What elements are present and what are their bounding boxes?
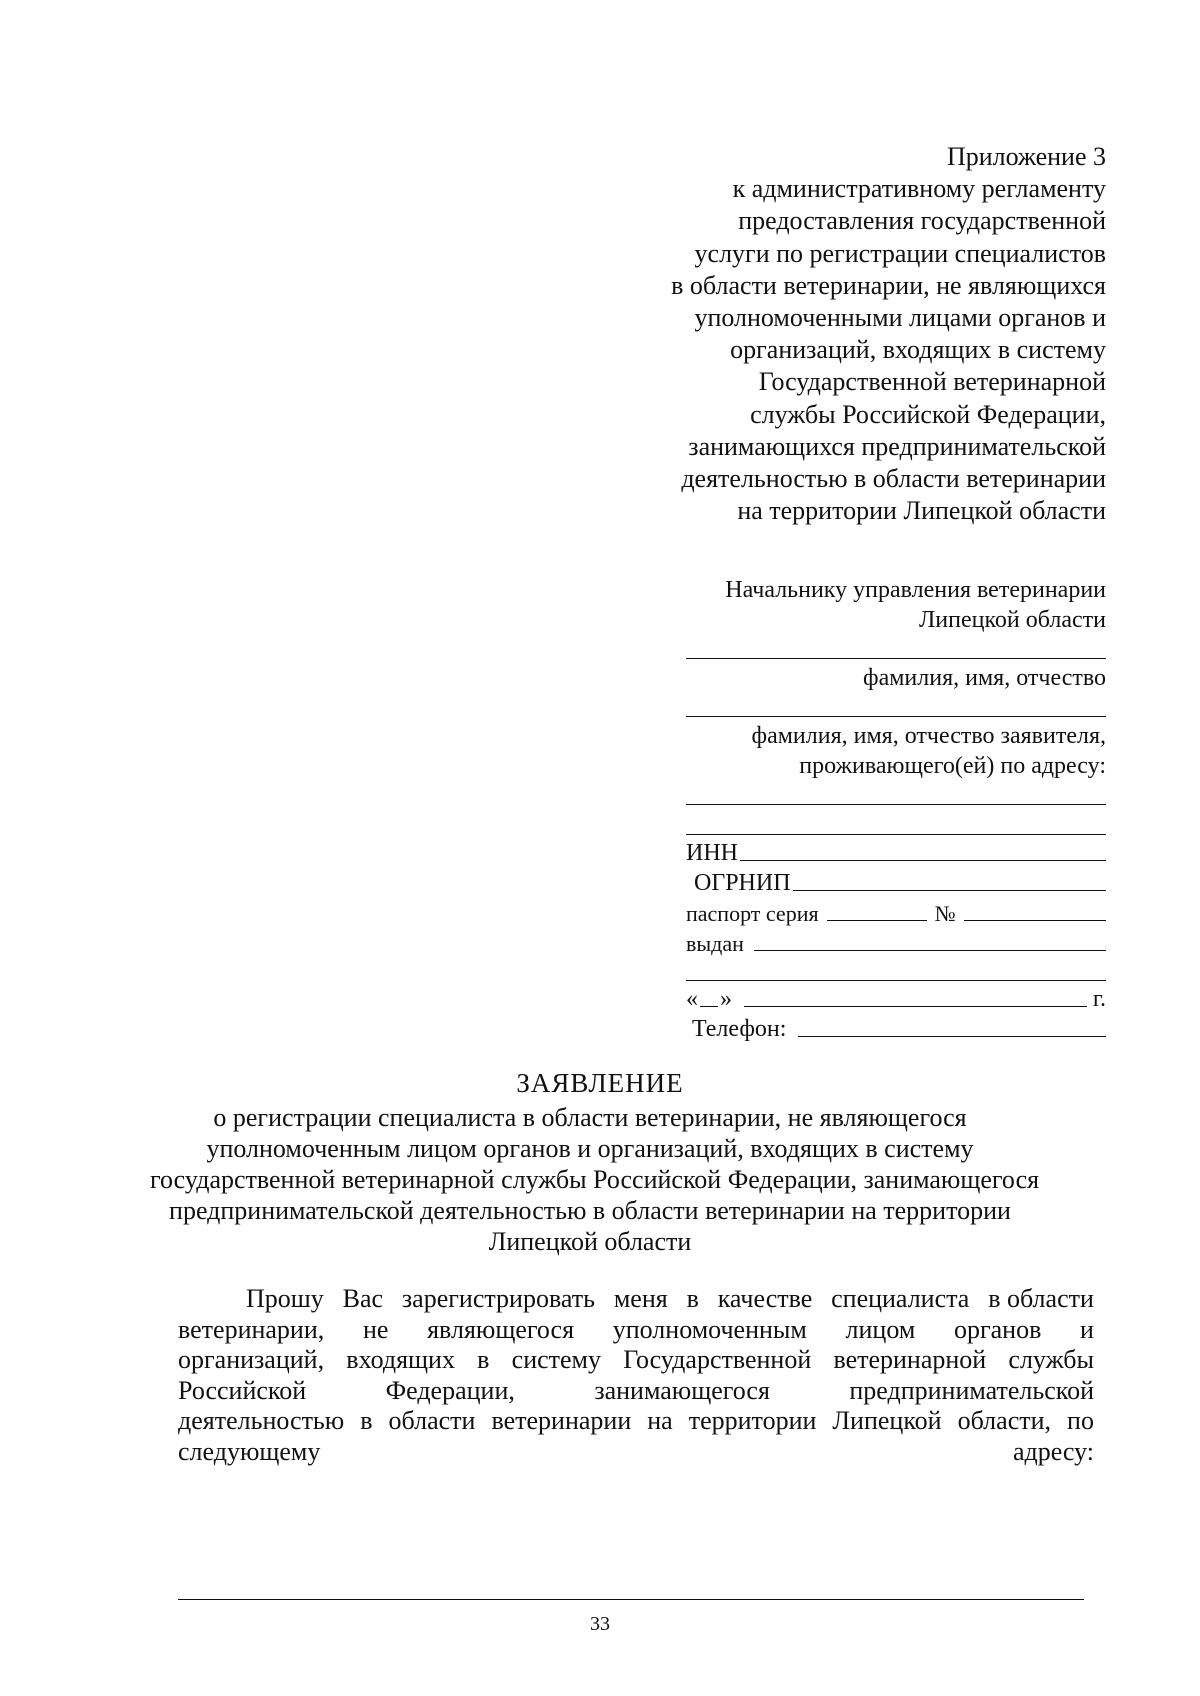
- word: ветеринарной: [833, 1345, 987, 1375]
- passport-series-line[interactable]: [827, 919, 927, 921]
- word: организаций,: [178, 1345, 325, 1375]
- phone-input-line[interactable]: [798, 1035, 1106, 1037]
- day-line[interactable]: [700, 1005, 718, 1007]
- word: области,: [957, 1406, 1052, 1436]
- appendix-line: занимающихся предпринимательской: [688, 431, 1106, 461]
- address-line-2[interactable]: [686, 833, 1106, 835]
- word: в области: [988, 1284, 1094, 1313]
- addressee-line: Начальнику управления ветеринарии: [725, 577, 1106, 603]
- paragraph-line: [178, 1376, 1094, 1407]
- word: зарегистрировать: [401, 1284, 595, 1313]
- word: уполномоченным: [612, 1314, 807, 1344]
- paragraph-line: [178, 1406, 1094, 1437]
- subtitle-line: о регистрации специалиста в области ветеринарии, не являющегося: [213, 1103, 967, 1132]
- appendix-line: к административному регламенту: [732, 174, 1106, 204]
- appendix-line: службы Российской Федерации,: [750, 399, 1106, 429]
- subtitle-line: уполномоченным лицом органов и организаций, входящих в систему: [206, 1134, 974, 1163]
- word: занимающегося: [594, 1375, 770, 1405]
- page-number: 33: [590, 1613, 610, 1635]
- appendix-line: деятельностью в области ветеринарии: [681, 464, 1106, 494]
- word: входящих: [346, 1345, 455, 1375]
- word: в: [360, 1406, 373, 1436]
- phone-label: Телефон:: [692, 1016, 787, 1042]
- addressee-line: Липецкой области: [919, 607, 1106, 633]
- issued-input-line[interactable]: [754, 949, 1106, 951]
- subtitle-line: Липецкой области: [488, 1227, 692, 1256]
- subtitle-line: государственной ветеринарной службы Российской Федерации, занимающегося: [150, 1165, 1040, 1194]
- address-caption: проживающего(ей) по адресу:: [799, 753, 1106, 779]
- word: специалиста: [831, 1284, 970, 1313]
- word: адресу:: [1012, 1436, 1094, 1466]
- word: качестве: [717, 1284, 813, 1313]
- word: деятельностью: [178, 1406, 345, 1436]
- word: предпринимательской: [849, 1375, 1094, 1405]
- document-subtitle: [150, 1102, 1040, 1257]
- paragraph-line: [178, 1437, 1094, 1468]
- subtitle-line: предпринимательской деятельностью в области ветеринарии на территории: [169, 1196, 1011, 1225]
- word: Государственной: [623, 1345, 812, 1375]
- fio-recipient-line[interactable]: [686, 657, 1106, 659]
- address-input-line[interactable]: [178, 1599, 1084, 1600]
- word: по: [1067, 1406, 1094, 1436]
- application-paragraph: [178, 1284, 1094, 1468]
- ogrnip-label: ОГРНИП: [694, 870, 791, 896]
- passport-series-label: паспорт серия: [686, 901, 819, 926]
- appendix-line: в области ветеринарии, не являющихся: [671, 270, 1106, 300]
- passport-field[interactable]: [686, 897, 1106, 927]
- appendix-header: [671, 141, 1106, 527]
- word: области: [388, 1406, 476, 1436]
- word: на: [647, 1406, 673, 1436]
- word: органов: [953, 1314, 1042, 1344]
- date-close-quote: »: [720, 986, 732, 1012]
- paragraph-line: [178, 1315, 1094, 1346]
- fio-applicant-line[interactable]: [686, 715, 1106, 717]
- appendix-line: уполномоченными лицами органов и: [694, 303, 1106, 333]
- appendix-line: услуги по регистрации специалистов: [694, 238, 1106, 268]
- month-year-line[interactable]: [744, 1005, 1087, 1007]
- appendix-line: организаций, входящих в систему: [730, 335, 1106, 365]
- word: систему: [511, 1345, 602, 1375]
- passport-number-line[interactable]: [964, 919, 1106, 921]
- ogrnip-field[interactable]: [686, 867, 1106, 897]
- paragraph-line: [178, 1345, 1094, 1376]
- word: службы: [1008, 1345, 1094, 1375]
- word: меня: [613, 1284, 668, 1313]
- appendix-line: Государственной ветеринарной: [758, 367, 1106, 397]
- appendix-line: на территории Липецкой области: [737, 496, 1106, 526]
- word: ветеринарии: [491, 1406, 632, 1436]
- word: следующему: [178, 1436, 321, 1466]
- document-title: ЗАЯВЛЕНИЕ: [516, 1068, 684, 1098]
- date-open-quote: «: [686, 986, 698, 1012]
- inn-label: ИНН: [686, 840, 738, 866]
- word: в: [686, 1284, 699, 1313]
- appendix-line: Приложение 3: [946, 142, 1106, 171]
- word: Федерации,: [385, 1375, 515, 1405]
- word: не: [362, 1314, 389, 1344]
- issued-field[interactable]: [686, 927, 1106, 957]
- fio-caption: фамилия, имя, отчество: [863, 665, 1106, 691]
- phone-field[interactable]: [686, 1013, 1106, 1043]
- word: в: [477, 1345, 490, 1375]
- word: и: [1080, 1314, 1094, 1344]
- date-field[interactable]: [686, 985, 1106, 1013]
- appendix-line: предоставления государственной: [738, 206, 1106, 236]
- word: лицом: [845, 1314, 916, 1344]
- word: Вас: [342, 1284, 384, 1313]
- address-line-1[interactable]: [686, 803, 1106, 805]
- ogrnip-input-line[interactable]: [793, 889, 1106, 891]
- year-suffix: г.: [1092, 986, 1106, 1012]
- issued-line-2[interactable]: [686, 979, 1106, 981]
- issued-label: выдан: [686, 931, 744, 956]
- inn-field[interactable]: [686, 839, 1106, 867]
- word: являющегося: [427, 1314, 575, 1344]
- inn-input-line[interactable]: [740, 859, 1106, 861]
- addressee-block: [686, 575, 1106, 1043]
- word: Липецкой: [832, 1406, 942, 1436]
- word: территории: [688, 1406, 817, 1436]
- passport-number-sign: №: [934, 901, 956, 926]
- word: Российской: [178, 1375, 307, 1405]
- word: ветеринарии,: [178, 1314, 325, 1344]
- word: Прошу: [246, 1284, 324, 1313]
- applicant-caption: фамилия, имя, отчество заявителя,: [751, 723, 1106, 749]
- paragraph-line: [178, 1284, 1094, 1315]
